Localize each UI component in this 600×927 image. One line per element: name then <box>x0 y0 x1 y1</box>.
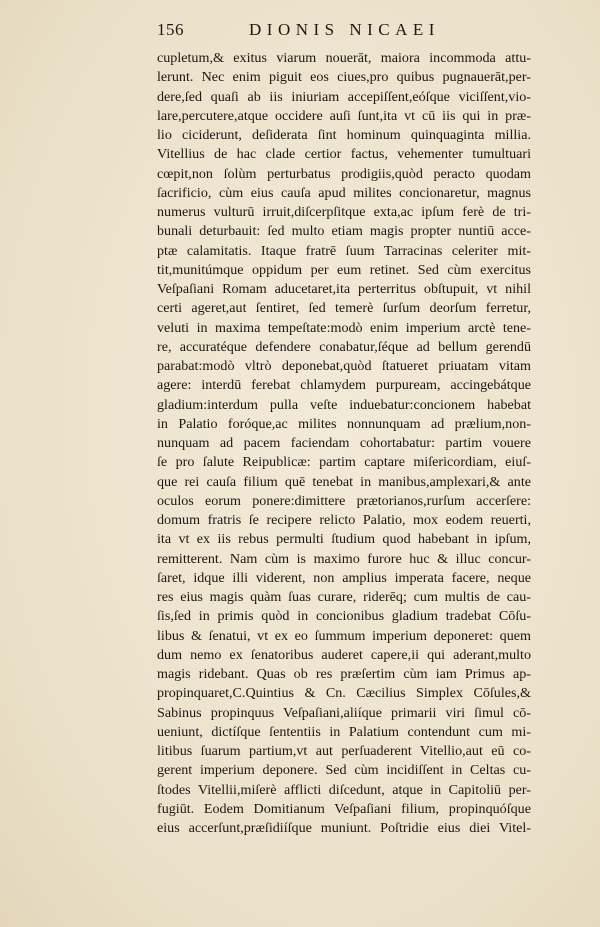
text-line: fugiūt. Eodem Domitianum Veſpaſiani filium, propinquóſque <box>157 800 531 817</box>
text-line: res eius magis quàm ſuas curare, riderēq; cum multis de cau- <box>157 589 531 605</box>
text-line: numerus vulturū irruit,diſcerpſitque exta,ac ipſum ferè de tri- <box>157 204 531 220</box>
text-line: ſtodes Vitellii,miſerè afflicti diſcedunt, atque in Capitoliū per- <box>157 781 531 798</box>
text-line: lio ciciderunt, deſiderata ſint hominum quinquaginta millia. <box>157 127 531 143</box>
text-line: ſe pro ſalute Reipublicæ: partim captare miſericordiam, eiuſ- <box>157 454 531 471</box>
text-line: que rei cauſa filium quē tenebat in manibus,amplexari,& ante <box>157 473 531 490</box>
text-line: libus & ſenatui, vt ex eo ſummum imperium deponeret: quem <box>157 627 531 644</box>
text-line: certi ageret,aut ſentiret, ſed temerè ſurſum deorſum ferretur, <box>157 300 531 317</box>
body-text <box>157 49 531 838</box>
running-head: DIONIS NICAEI <box>249 20 440 39</box>
text-line: re, accuratéque defendere conabatur,ſéque ad bellum gerendū <box>157 338 531 355</box>
text-line: domum fratris ſe recipere relicto Palatio, mox eodem reuerti, <box>157 512 531 528</box>
text-line: dum nemo ex ſenatoribus auderet capere,ii qui aderant,multo <box>157 646 531 663</box>
text-line: propinquaret,C.Quintius & Cn. Cæcilius Simplex Cōſules,& <box>157 685 531 702</box>
text-line: parabat:modò vltrò deponebat,quòd ſtatueret priuatam vitam <box>157 358 531 374</box>
text-line: ita vt ex iis rebus permulti ſtudium quod habebant in ipſum, <box>157 531 531 548</box>
text-line: oculos eorum ponere:dimittere prætorianos,rurſum accerſere: <box>157 492 531 509</box>
text-line: remitterent. Nam cùm is maximo furore huc & illuc concur- <box>157 550 531 567</box>
text-line: ſaret, idque illi viderent, non amplius imperata facere, neque <box>157 569 531 586</box>
text-line: bunali deturbauit: ſed multo etiam magis propter nuntiū acce- <box>157 223 531 240</box>
text-line: ſacrificio, cùm eius cauſa apud milites concionaretur, magnus <box>157 184 531 201</box>
text-line: cupletum,& exitus viarum nouerāt, maiora incommoda attu- <box>157 50 531 66</box>
text-line: cœpit,non ſolùm perturbatus prodigiis,quòd peracto quodam <box>157 165 531 182</box>
text-line: gerent imperium deponere. Sed cùm incidiſſent in Celtas cu- <box>157 762 531 779</box>
text-line: ptæ calamitatis. Itaque fratrē ſuum Tarracinas celeriter mit- <box>157 242 531 259</box>
text-line: ſis,ſed in primis quòd in concionibus gladium tradebat Cōſu- <box>157 608 531 625</box>
text-line: Vitellius de hac clade certior factus, vehementer tumultuari <box>157 146 531 163</box>
text-line: Sabinus propinquus Veſpaſiani,aliíque primarii viri ſimul cō- <box>157 704 531 721</box>
text-line: dere,ſed quaſi ab iis iniuriam accepiſſent,eóſque viciſſent,vio- <box>157 88 531 105</box>
text-line: in Palatio foróque,ac milites nonnunquam ad prælium,non- <box>157 415 531 432</box>
page-header <box>157 20 533 40</box>
text-line: nunquam ad pacem faciendam cohortabatur: partim vouere <box>157 435 531 451</box>
text-line: eius accerſunt,præſidiíſque muniunt. Poſtridie eius diei Vitel- <box>157 820 531 836</box>
text-line: tit,munitúmque oppidum per eum retinet. Sed cùm exercitus <box>157 261 531 278</box>
text-line: ueniunt, dictíſque ſententiis in Palatium contendunt cum mi- <box>157 723 531 740</box>
text-line: veluti in maxima tempeſtate:modò enim imperium arctè tene- <box>157 319 531 336</box>
text-line: lare,percutere,atque occidere auſi ſunt,ita vt cū iis qui in præ- <box>157 107 531 124</box>
page-number: 156 <box>157 20 184 39</box>
text-line: Veſpaſiani Romam aducetaret,ita perterritus obſtupuit, vt nihil <box>157 281 531 297</box>
text-line: gladium:interdum pulla veſte induebatur:concionem habebat <box>157 396 531 413</box>
text-line: magis ridebant. Quas ob res præſertim cùm iam Primus ap- <box>157 666 531 682</box>
text-line: lerunt. Nec enim piguit eos ciues,pro quibus pugnauerāt,per- <box>157 69 531 86</box>
text-line: agere: interdū ferebat chlamydem purpuream, accingebátque <box>157 377 531 394</box>
text-line: litibus ſuarum partium,vt aut perſuaderent Vitellio,aut eū co- <box>157 743 531 759</box>
